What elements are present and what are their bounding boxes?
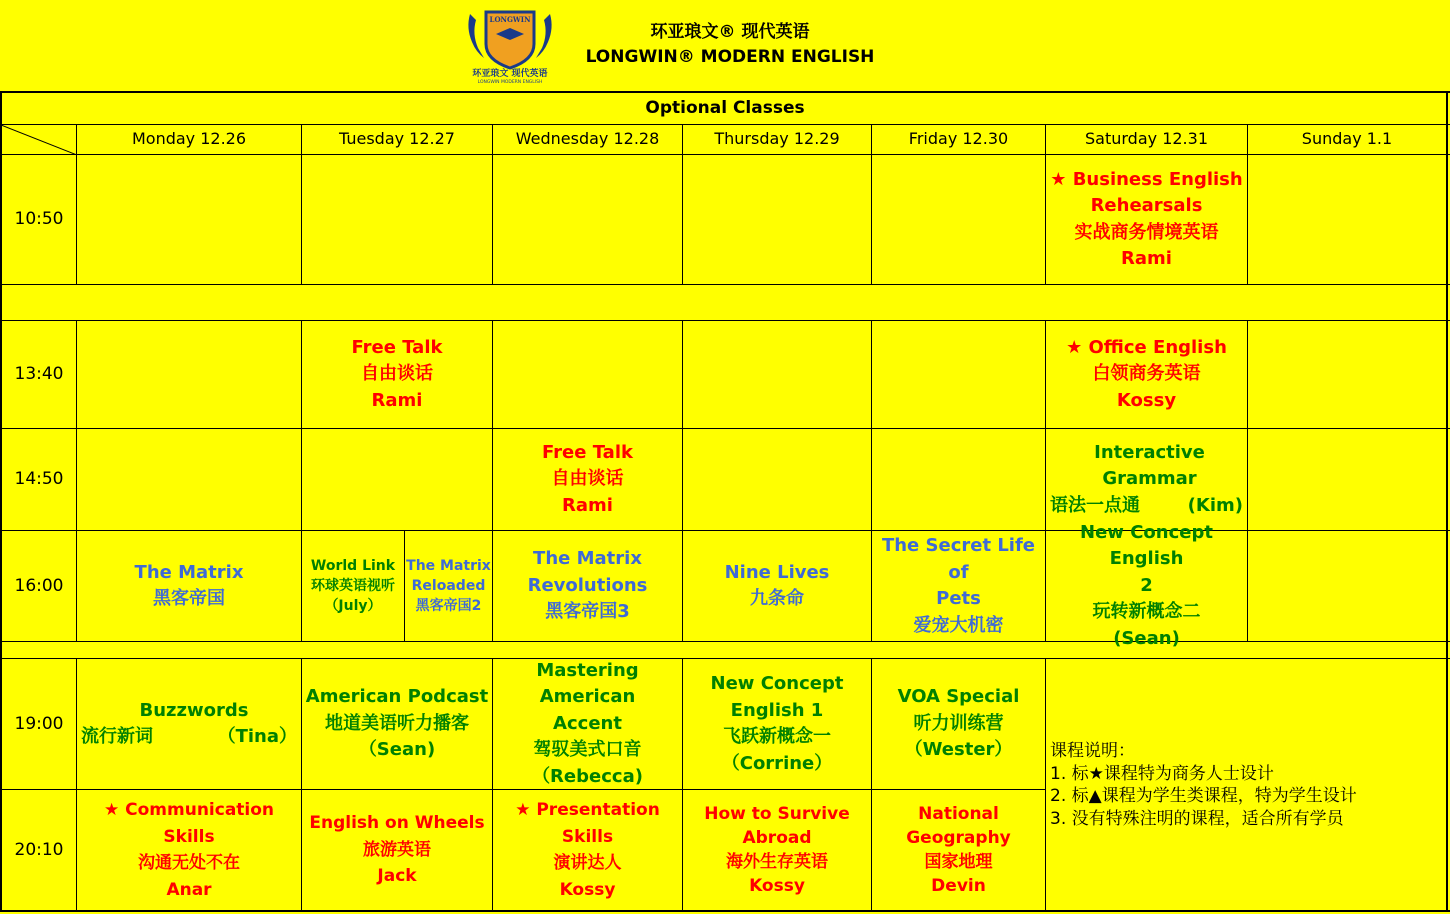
svg-text:LONGWIN: LONGWIN — [489, 15, 531, 24]
grid-line — [1446, 91, 1448, 912]
time-label: 19:00 — [14, 713, 64, 734]
class-the-matrix: The Matrix 黑客帝国 — [134, 561, 244, 609]
time-label: 10:50 — [14, 209, 64, 230]
notes-item: 3. 没有特殊注明的课程，适合所有学员 — [1050, 808, 1344, 829]
grid-line — [1045, 658, 1046, 910]
class-office-english: ★ Office English 白领商务英语 Kossy — [1066, 336, 1227, 411]
time-label: 13:40 — [14, 364, 64, 385]
class-matrix-revolutions: The Matrix Revolutions 黑客帝国3 — [527, 548, 648, 623]
day-header: Friday 12.30 — [908, 129, 1009, 149]
class-world-link: World Link 环球英语视听 （July） — [310, 558, 396, 614]
page-header — [0, 0, 1450, 92]
day-header: Saturday 12.31 — [1085, 129, 1208, 149]
header-title-cn: 环亚琅文® 现代英语 — [650, 22, 810, 42]
day-header: Wednesday 12.28 — [515, 129, 660, 149]
class-presentation-skills: ★ Presentation Skills 演讲达人 Kossy — [515, 800, 660, 900]
class-mastering-american-accent: Mastering American Accent 驾驭美式口音 （Rebecca) — [532, 659, 643, 787]
day-header: Monday 12.26 — [131, 129, 247, 149]
class-free-talk-tuesday: Free Talk 自由谈话 Rami — [351, 336, 443, 411]
class-interactive-grammar: Interactive Grammar 语法一点通 (Kim) — [1050, 441, 1243, 516]
table-title: Optional Classes — [645, 98, 805, 119]
grid-line — [0, 910, 1450, 912]
grid-line — [0, 284, 1450, 285]
class-american-podcast: American Podcast 地道美语听力播客 （Sean) — [305, 686, 489, 761]
class-new-concept-english-1: New Concept English 1 飞跃新概念一 （Corrine） — [710, 673, 844, 774]
class-buzzwords: Buzzwords 流行新词 （Tina） — [81, 699, 297, 747]
class-communication-skills: ★ Communication Skills 沟通无处不在 Anar — [103, 800, 275, 900]
header-title — [540, 20, 920, 70]
class-national-geography: National Geography 国家地理 Devin — [906, 804, 1011, 896]
day-header: Sunday 1.1 — [1301, 129, 1393, 149]
class-matrix-reloaded: The Matrix Reloaded 黑客帝国2 — [406, 558, 491, 614]
class-nine-lives: Nine Lives 九条命 — [724, 561, 830, 609]
time-label: 16:00 — [14, 575, 64, 596]
class-how-to-survive-abroad: How to Survive Abroad 海外生存英语 Kossy — [704, 804, 850, 896]
notes-heading: 课程说明： — [1050, 741, 1135, 761]
day-header: Thursday 12.29 — [714, 129, 840, 149]
class-new-concept-english-2: New Concept English 2 玩转新概念二 (Sean) — [1080, 521, 1213, 649]
class-business-english-rehearsals: ★ Business English Rehearsals 实战商务情境英语 Rami — [1050, 168, 1243, 269]
class-voa-special: VOA Special 听力训练营 （Wester） — [897, 686, 1020, 761]
time-label: 20:10 — [14, 839, 64, 860]
svg-text:环亚琅文 现代英语: 环亚琅文 现代英语 — [472, 69, 548, 79]
svg-text:LONGWIN MODERN ENGLISH: LONGWIN MODERN ENGLISH — [477, 80, 543, 84]
class-english-on-wheels: English on Wheels 旅游英语 Jack — [309, 813, 485, 887]
grid-line — [0, 641, 1450, 642]
class-secret-life-of-pets: The Secret Life of Pets 爱宠大机密 — [881, 535, 1036, 636]
class-free-talk-wednesday: Free Talk 自由谈话 Rami — [542, 441, 633, 516]
notes-item: 1. 标★课程特为商务人士设计 — [1050, 763, 1274, 784]
course-notes — [1050, 740, 1357, 830]
day-header: Tuesday 12.27 — [339, 129, 455, 149]
notes-item: 2. 标▲课程为学生类课程，特为学生设计 — [1050, 786, 1357, 806]
corner-diagonal — [1, 125, 77, 155]
header-title-en: LONGWIN® MODERN ENGLISH — [585, 47, 875, 67]
time-label: 14:50 — [14, 469, 64, 490]
grid-line — [1247, 320, 1248, 641]
